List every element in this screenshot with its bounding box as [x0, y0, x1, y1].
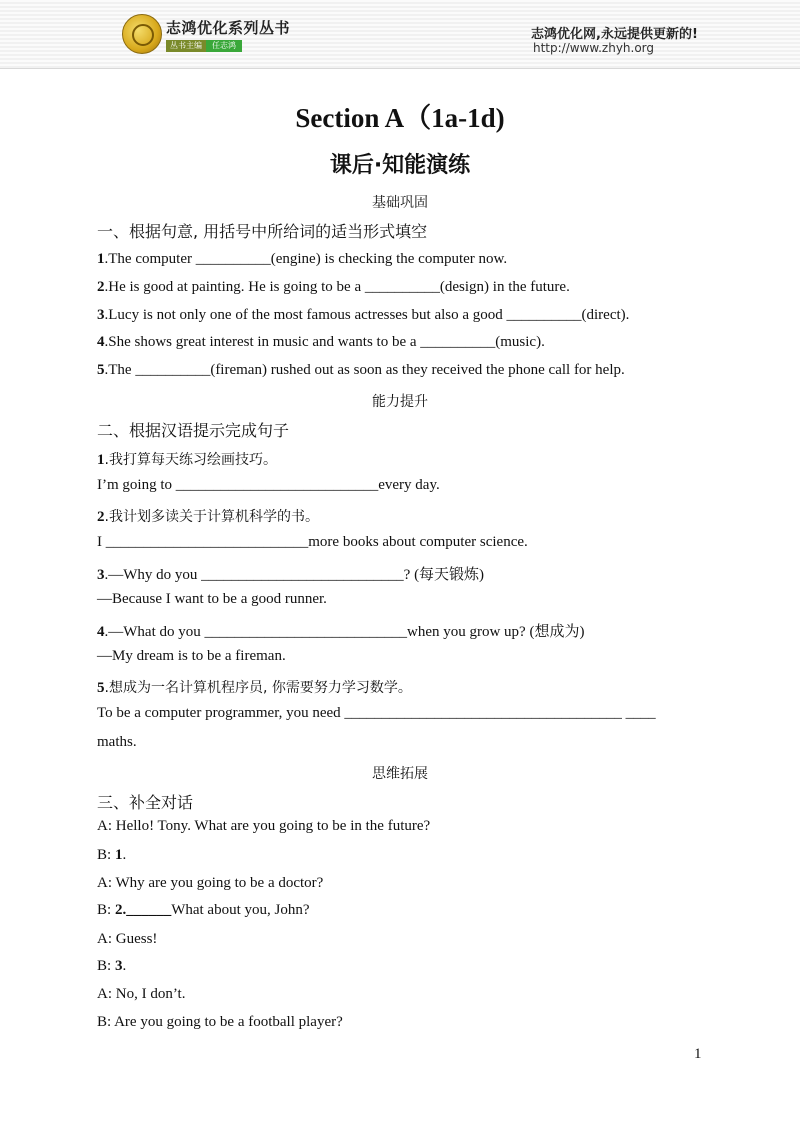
item-number: 2 [97, 279, 105, 295]
item-chinese: .想成为一名计算机程序员, 你需要努力学习数学。 [104, 680, 412, 696]
item-english-cont: maths. [97, 734, 137, 750]
item-text: .—Why do you ___________________________? (每天锻炼) [104, 567, 485, 583]
list-item [97, 563, 484, 584]
dialogue-text: B: Are you going to be a football player? [97, 1014, 343, 1030]
item-number: 1 [97, 251, 105, 267]
item-number: 5 [97, 680, 105, 696]
tier-ability: 能力提升 [372, 394, 428, 410]
dialogue-text: . [122, 847, 127, 863]
list-item [97, 279, 570, 296]
list-item [97, 334, 545, 351]
section3-heading: 三、补全对话 [97, 793, 194, 812]
dialogue-line [97, 958, 126, 975]
item-number: 4 [97, 624, 105, 640]
item-reply: —My dream is to be a fireman. [97, 648, 286, 664]
dialogue-line [97, 847, 126, 864]
item-number: 3 [97, 567, 105, 583]
section1-heading: 一、根据句意, 用括号中所给词的适当形式填空 [97, 222, 428, 241]
item-number: 3 [97, 307, 105, 323]
item-text: .The __________(fireman) rushed out as soon as they received the phone call for help. [104, 362, 625, 378]
list-item [97, 362, 625, 379]
tier-basic: 基础巩固 [372, 195, 428, 211]
blank-number: 3 [114, 958, 123, 974]
dialogue-text: B: [97, 902, 115, 918]
item-text: .He is good at painting. He is going to be a __________(design) in the future. [104, 279, 570, 295]
dialogue-text: What about you, John? [171, 902, 310, 918]
item-text: .The computer __________(engine) is checking the computer now. [104, 251, 508, 267]
dialogue-line [97, 875, 323, 892]
item-reply: —Because I want to be a good runner. [97, 591, 327, 607]
list-item [97, 506, 319, 526]
dialogue-text: B: [97, 958, 115, 974]
item-number: 1 [97, 452, 105, 468]
item-english: To be a computer programmer, you need _____________________________________ ____ [97, 705, 656, 721]
item-text: .Lucy is not only one of the most famous actresses but also a good __________(direct). [104, 307, 630, 323]
list-item [97, 251, 507, 268]
page-header [0, 0, 800, 69]
editor-name: 任志鸿 [206, 40, 242, 52]
item-text: .She shows great interest in music and wants to be a __________(music). [104, 334, 545, 350]
dialogue-line [97, 931, 157, 948]
dialogue-text: B: [97, 847, 115, 863]
item-english: I ___________________________more books about computer science. [97, 534, 528, 550]
zhiyhong-logo-icon [122, 14, 162, 54]
site-url[interactable]: http://www.zhyh.org [533, 41, 655, 55]
editor-label: 丛书主编 [166, 40, 206, 52]
dialogue-text: A: Why are you going to be a doctor? [97, 875, 324, 891]
item-chinese: .我打算每天练习绘画技巧。 [104, 452, 277, 468]
list-item [97, 620, 584, 641]
blank-number: 1 [114, 847, 123, 863]
page-number: 1 [694, 1046, 702, 1062]
item-number: 5 [97, 362, 105, 378]
page-title: Section A（1a-1d) [295, 103, 505, 133]
item-number: 4 [97, 334, 105, 350]
dialogue-line [97, 986, 185, 1003]
item-text: .—What do you ___________________________when you grow up? (想成为) [104, 624, 585, 640]
dialogue-line [97, 902, 310, 919]
blank-number: 2.______ [114, 902, 172, 918]
section2-heading: 二、根据汉语提示完成句子 [97, 421, 290, 440]
list-item [97, 307, 629, 324]
dialogue-text: A: Guess! [97, 931, 158, 947]
dialogue-line [97, 818, 430, 835]
list-item [97, 677, 412, 697]
site-slogan: 志鸿优化网,永远提供更新的! [531, 27, 698, 42]
dialogue-text: . [122, 958, 127, 974]
dialogue-text: A: No, I don’t. [97, 986, 186, 1002]
item-chinese: .我计划多读关于计算机科学的书。 [104, 509, 319, 525]
series-title: 志鸿优化系列丛书 [166, 19, 291, 37]
list-item [97, 449, 277, 469]
item-number: 2 [97, 509, 105, 525]
dialogue-line [97, 1014, 343, 1031]
dialogue-text: A: Hello! Tony. What are you going to be in the future? [97, 818, 431, 834]
series-editor [166, 40, 242, 52]
item-english: I’m going to ___________________________every day. [97, 477, 440, 493]
tier-thinking: 思维拓展 [372, 766, 428, 782]
page-subtitle: 课后·知能演练 [329, 153, 471, 178]
